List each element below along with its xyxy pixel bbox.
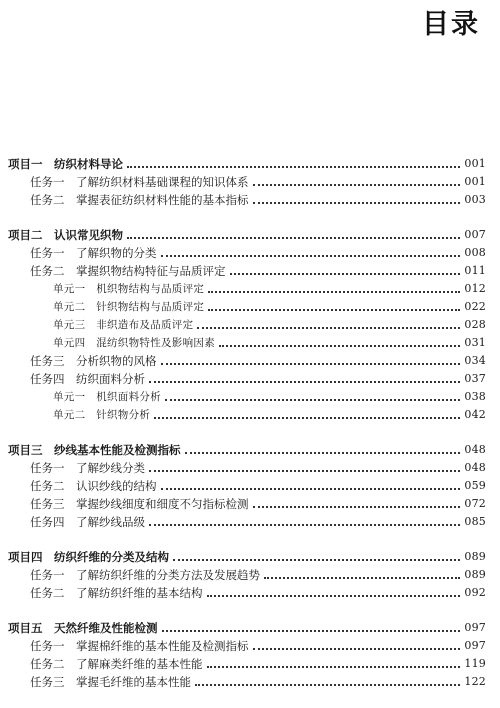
toc-task-entry-page-number: 008 [464, 246, 486, 259]
toc-task-entry-page-number: 048 [464, 461, 486, 474]
dot-leader [253, 648, 461, 650]
dot-leader [127, 166, 460, 168]
toc-task-entry-label: 任务三 分析织物的风格 [30, 354, 157, 368]
toc-task-entry-page-number: 097 [464, 639, 486, 652]
dot-leader [149, 524, 460, 526]
page-title: 目录 [422, 9, 480, 40]
toc-project-entry-page-number: 048 [464, 443, 486, 456]
toc-unit-entry[interactable] [8, 316, 486, 334]
toc-task-entry[interactable] [8, 173, 486, 191]
dot-leader [185, 452, 461, 454]
toc-project-entry-page-number: 001 [464, 157, 486, 170]
toc-task-entry-page-number: 085 [464, 515, 486, 528]
toc-project-entry-label: 项目五 天然纤维及性能检测 [8, 621, 158, 635]
toc-task-entry[interactable] [8, 495, 486, 513]
dot-leader [149, 381, 460, 383]
toc-task-entry[interactable] [8, 352, 486, 370]
toc-unit-entry-page-number: 042 [464, 408, 486, 421]
toc-unit-entry-label: 单元一 机织物结构与品质评定 [53, 283, 205, 295]
toc-project-entry-label: 项目三 纱线基本性能及检测指标 [8, 443, 181, 457]
toc-task-entry[interactable] [8, 584, 486, 602]
dot-leader [207, 595, 461, 597]
toc-project-entry-label: 项目四 纺织纤维的分类及结构 [8, 550, 169, 564]
toc-unit-entry[interactable] [8, 406, 486, 424]
toc-task-entry-label: 任务三 掌握纱线细度和细度不匀指标检测 [30, 497, 249, 511]
toc-task-entry-page-number: 119 [464, 657, 486, 670]
toc-task-entry-label: 任务一 了解纺织纤维的分类方法及发展趋势 [30, 568, 260, 582]
dot-leader [165, 399, 460, 401]
toc-unit-entry-page-number: 038 [464, 390, 486, 403]
toc-project-entry-page-number: 097 [464, 621, 486, 634]
toc-section [8, 155, 486, 209]
toc-task-entry-page-number: 059 [464, 479, 486, 492]
toc-unit-entry-label: 单元四 混纺织物特性及影响因素 [53, 337, 215, 349]
toc-task-entry[interactable] [8, 370, 486, 388]
toc-task-entry-label: 任务二 了解纺织纤维的基本结构 [30, 586, 203, 600]
toc-project-entry[interactable] [8, 441, 486, 459]
toc-section [8, 619, 486, 691]
toc-task-entry[interactable] [8, 262, 486, 280]
dot-leader [161, 488, 461, 490]
toc-task-entry-page-number: 089 [464, 568, 486, 581]
toc-task-entry-page-number: 003 [464, 193, 486, 206]
dot-leader [230, 273, 461, 275]
dot-leader [197, 327, 460, 329]
dot-leader [162, 630, 461, 632]
dot-leader [208, 291, 460, 293]
toc-task-entry[interactable] [8, 655, 486, 673]
toc-task-entry-page-number: 122 [464, 675, 486, 688]
toc-task-entry-label: 任务一 掌握棉纤维的基本性能及检测指标 [30, 639, 249, 653]
toc-task-entry[interactable] [8, 566, 486, 584]
toc-task-entry[interactable] [8, 459, 486, 477]
toc-task-entry-page-number: 072 [464, 497, 486, 510]
toc-task-entry[interactable] [8, 191, 486, 209]
toc-task-entry-page-number: 092 [464, 586, 486, 599]
dot-leader [219, 345, 460, 347]
toc-task-entry-page-number: 001 [464, 175, 486, 188]
toc-unit-entry-page-number: 028 [464, 318, 486, 331]
toc-task-entry-label: 任务二 掌握表征纺织材料性能的基本指标 [30, 193, 249, 207]
toc-task-entry[interactable] [8, 477, 486, 495]
toc-unit-entry-label: 单元三 非织造布及品质评定 [53, 319, 194, 331]
toc-project-entry[interactable] [8, 548, 486, 566]
toc-task-entry[interactable] [8, 244, 486, 262]
toc-task-entry[interactable] [8, 673, 486, 691]
toc-task-entry-label: 任务二 认识纱线的结构 [30, 479, 157, 493]
dot-leader [149, 470, 460, 472]
toc-project-entry[interactable] [8, 619, 486, 637]
dot-leader [264, 577, 460, 579]
toc-project-entry-label: 项目一 纺织材料导论 [8, 157, 123, 171]
toc-project-entry[interactable] [8, 155, 486, 173]
toc-project-entry[interactable] [8, 226, 486, 244]
toc-unit-entry-page-number: 031 [464, 336, 486, 349]
toc-unit-entry[interactable] [8, 298, 486, 316]
dot-leader [208, 309, 460, 311]
toc-task-entry-label: 任务二 掌握织物结构特征与品质评定 [30, 264, 226, 278]
toc-task-entry-page-number: 037 [464, 372, 486, 385]
toc-task-entry-label: 任务一 了解纱线分类 [30, 461, 145, 475]
dot-leader [253, 202, 461, 204]
toc-unit-entry-page-number: 022 [464, 300, 486, 313]
toc-unit-entry[interactable] [8, 334, 486, 352]
toc-task-entry-label: 任务四 纺织面料分析 [30, 372, 145, 386]
table-of-contents [8, 155, 486, 708]
toc-section [8, 548, 486, 602]
toc-unit-entry-page-number: 012 [464, 282, 486, 295]
dot-leader [161, 363, 461, 365]
toc-task-entry-label: 任务三 掌握毛纤维的基本性能 [30, 675, 191, 689]
toc-task-entry-page-number: 011 [464, 264, 486, 277]
toc-unit-entry[interactable] [8, 280, 486, 298]
toc-task-entry[interactable] [8, 513, 486, 531]
toc-project-entry-page-number: 089 [464, 550, 486, 563]
toc-task-entry-label: 任务二 了解麻类纤维的基本性能 [30, 657, 203, 671]
toc-task-entry[interactable] [8, 637, 486, 655]
toc-unit-entry-label: 单元二 针织物分析 [53, 409, 151, 421]
toc-unit-entry[interactable] [8, 388, 486, 406]
dot-leader [161, 255, 461, 257]
toc-section [8, 226, 486, 424]
dot-leader [154, 417, 460, 419]
dot-leader [173, 559, 460, 561]
dot-leader [195, 684, 460, 686]
toc-unit-entry-label: 单元二 针织物结构与品质评定 [53, 301, 205, 313]
toc-task-entry-label: 任务一 了解织物的分类 [30, 246, 157, 260]
toc-project-entry-page-number: 007 [464, 228, 486, 241]
dot-leader [253, 184, 461, 186]
toc-task-entry-page-number: 034 [464, 354, 486, 367]
toc-unit-entry-label: 单元一 机织面料分析 [53, 391, 161, 403]
toc-project-entry-label: 项目二 认识常见织物 [8, 228, 123, 242]
dot-leader [127, 237, 460, 239]
dot-leader [207, 666, 461, 668]
toc-task-entry-label: 任务四 了解纱线品级 [30, 515, 145, 529]
dot-leader [253, 506, 461, 508]
toc-task-entry-label: 任务一 了解纺织材料基础课程的知识体系 [30, 175, 249, 189]
toc-section [8, 441, 486, 531]
